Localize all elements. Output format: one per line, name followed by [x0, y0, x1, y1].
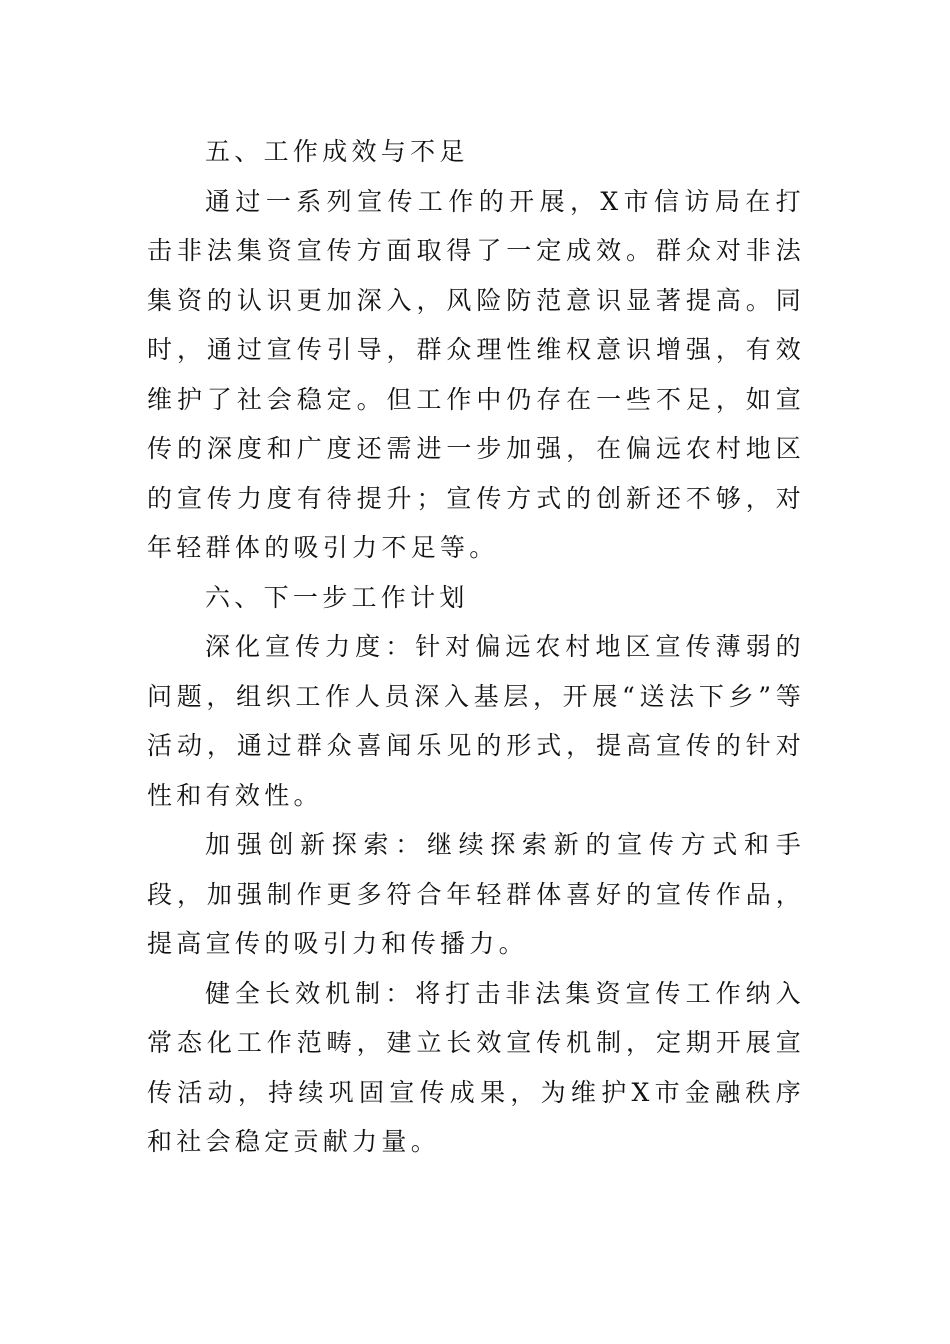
plan-paragraph-deepen: 深化宣传力度：针对偏远农村地区宣传薄弱的问题，组织工作人员深入基层，开展“送法下乡”等活动，通过群众喜闻乐见的形式，提高宣传的针对性和有效性。 — [147, 632, 805, 810]
section-heading-6: 六、下一步工作计划 — [205, 582, 469, 612]
section-heading-5: 五、工作成效与不足 — [205, 137, 469, 166]
document-body — [147, 127, 805, 1167]
plan-paragraph-mechanism: 健全长效机制：将打击非法集资宣传工作纳入常态化工作范畴，建立长效宣传机制，定期开展宣传活动，持续巩固宣传成果，为维护X市金融秩序和社会稳定贡献力量。 — [147, 978, 805, 1156]
section-5-paragraph: 通过一系列宣传工作的开展，X市信访局在打击非法集资宣传方面取得了一定成效。群众对非法集资的认识更加深入，风险防范意识显著提高。同时，通过宣传引导，群众理性维权意识增强，有效维护了社会稳定。但工作中仍存在一些不足，如宣传的深度和广度还需进一步加强，在偏远农村地区的宣传力度有待提升；宣传方式的创新还不够，对年轻群体的吸引力不足等。 — [147, 186, 805, 562]
plan-paragraph-innovate: 加强创新探索：继续探索新的宣传方式和手段，加强制作更多符合年轻群体喜好的宣传作品，提高宣传的吸引力和传播力。 — [147, 830, 805, 958]
